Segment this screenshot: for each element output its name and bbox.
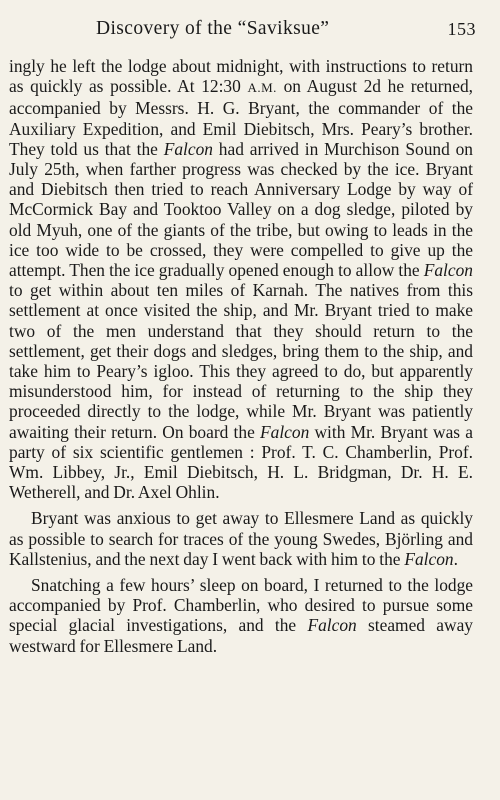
text-run: had arrived in Murchison Sound on July 25th, when farther progress was checked by the ice. Bryant and Diebitsch then tried to reach Anniversary Lodge by way of McCormick Bay and Tooktoo Valley on a dog sledge, piloted by old Myuh, one of the giants of the tribe, but owing to leads in the ice too wide to be crossed, they were compelled to give up the attempt. Then the ice gradually opened enough to allow the	[9, 138, 473, 281]
page-header	[0, 18, 500, 44]
text-run: .	[453, 548, 458, 569]
ship-name: Falcon	[423, 260, 473, 281]
text-run: to get within about ten miles of Karnah. The natives from this settlement at once visited the ship, and Mr. Bryant tried to make two of the men understand that they should return to the settlement, get their dogs and sledges, bring them to the ship, and take him to Peary’s igloo. This they agreed to do, but apparently misunderstood him, for instead of returning to the ship they proceeded directly to the lodge, while Mr. Bryant was patiently awaiting their return. On board the	[9, 280, 473, 442]
body-text	[9, 56, 473, 662]
text-run: Bryant was anxious to get away to Ellesmere Land as quickly as possible to search for traces of the young Swedes, Björling and Kallstenius, and the next day I went back with him to the	[9, 508, 473, 569]
ship-name: Falcon	[307, 615, 357, 636]
running-title: Discovery of the “Saviksue”	[96, 18, 330, 39]
paragraph-2	[9, 508, 473, 569]
page-number: 153	[447, 19, 476, 39]
ship-name: Falcon	[404, 548, 454, 569]
time-abbreviation: A.M.	[247, 80, 277, 96]
text-run: on August 2d he returned, accompanied by Messrs. H. G. Bryant, the commander of the Auxiliary Expedition, and Emil Diebitsch, Mrs. Peary’s brother. They told us that the	[9, 76, 473, 159]
paragraph-1	[9, 56, 473, 502]
ship-name: Falcon	[163, 138, 213, 159]
paragraph-3	[9, 575, 473, 656]
text-run: with Mr. Bryant was a party of six scientific gentlemen : Prof. T. C. Chamberlin, Prof. Wm. Libbey, Jr., Emil Diebitsch, H. L. Bridgman, Dr. H. E. Wetherell, and Dr. Axel Ohlin.	[9, 421, 473, 503]
text-run: steamed away westward for Ellesmere Land.	[9, 615, 473, 656]
text-run: Snatching a few hours’ sleep on board, I returned to the lodge accompanied by Prof. Chamberlin, who desired to pursue some special glacial investigations, and the	[9, 575, 473, 636]
text-run: ingly he left the lodge about midnight, with instructions to return as quickly as possible. At 12:30	[9, 56, 473, 97]
ship-name: Falcon	[260, 421, 310, 442]
